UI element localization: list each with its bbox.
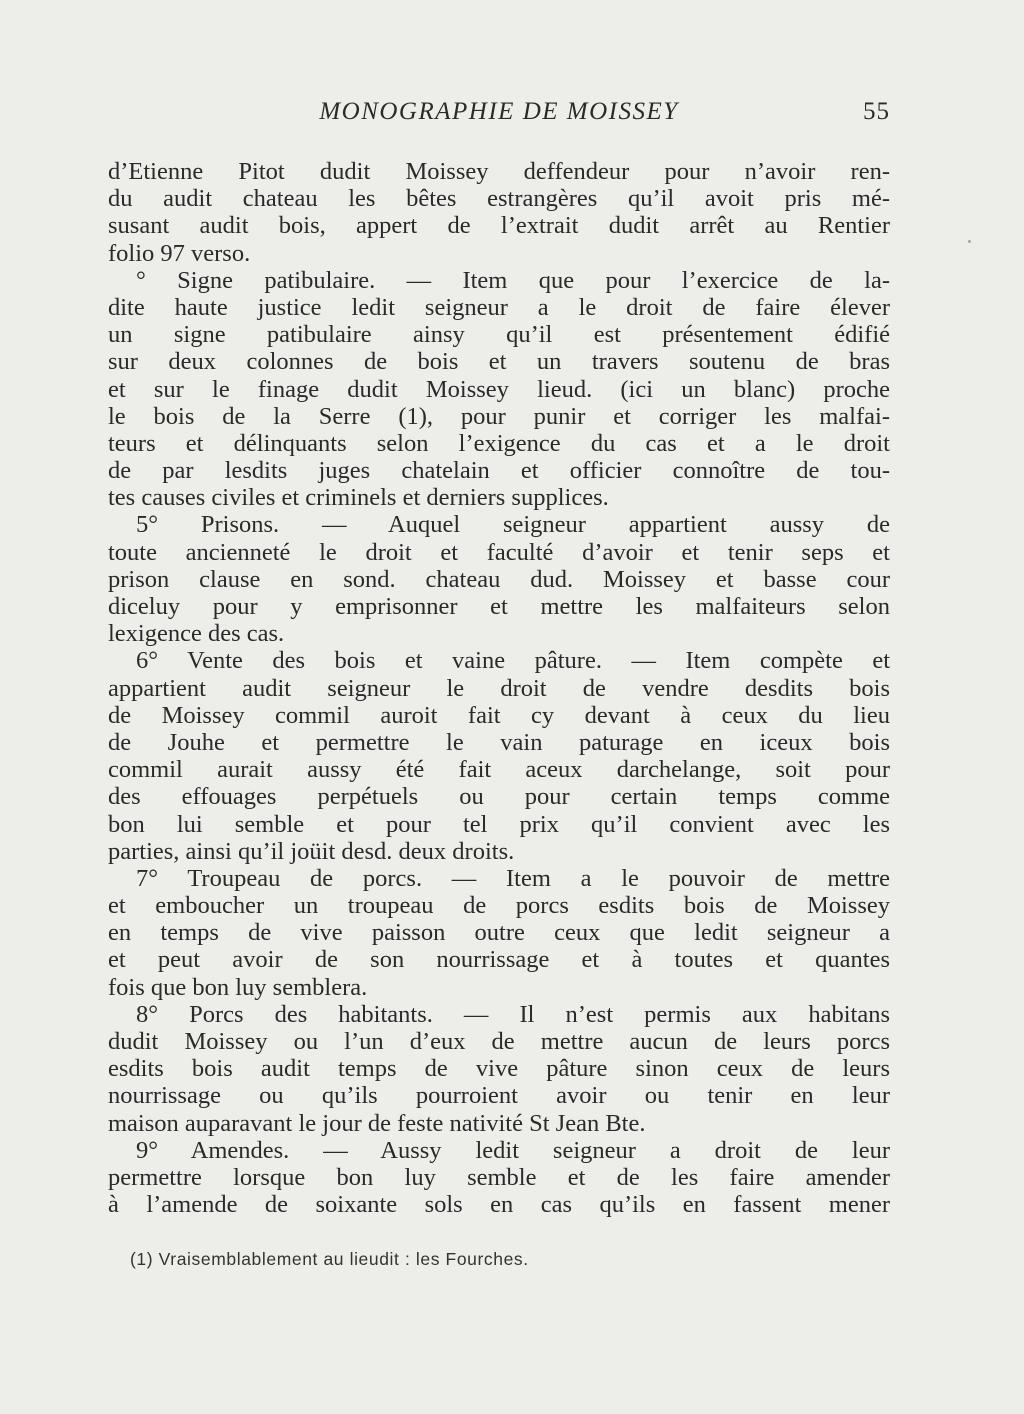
text-line: d’Etienne Pitot dudit Moissey deffendeur pour n’avoir ren- (108, 158, 890, 185)
section-heading-line: 6° Vente des bois et vaine pâture. — Item compète et (136, 647, 890, 675)
section-heading-line: 7° Troupeau de porcs. — Item a le pouvoir de mettre (136, 864, 890, 892)
body-text (108, 158, 890, 1218)
section-heading-line: ° Signe patibulaire. — Item que pour l’exercice de la- (136, 266, 890, 294)
text-line: de par lesdits juges chatelain et officier connoître de tou- (108, 457, 890, 485)
text-line: prison clause en sond. chateau dud. Moissey et basse cour (108, 565, 890, 593)
text-line: dudit Moissey ou l’un d’eux de mettre aucun de leurs porcs (108, 1028, 890, 1055)
text-line: bon lui semble et pour tel prix qu’il convient avec les (108, 810, 890, 838)
text-line: susant audit bois, appert de l’extrait dudit arrêt au Rentier (108, 212, 890, 240)
text-line: et emboucher un troupeau de porcs esdits bois de Moissey (108, 892, 890, 920)
text-line: tes causes civiles et criminels et derniers supplices. (108, 484, 609, 512)
text-line: lexigence des cas. (108, 620, 285, 648)
running-header (108, 98, 890, 132)
text-line: parties, ainsi qu’il joüit desd. deux droits. (108, 837, 515, 865)
text-line: permettre lorsque bon luy semble et de les faire amender (108, 1163, 890, 1191)
text-line: fois que bon luy semblera. (108, 973, 368, 1001)
text-line: et peut avoir de son nourrissage et à toutes et quantes (108, 946, 890, 974)
text-line: et sur le finage dudit Moissey lieud. (ici un blanc) proche (108, 375, 890, 403)
text-line: de Jouhe et permettre le vain paturage en iceux bois (108, 728, 890, 756)
text-line: dite haute justice ledit seigneur a le droit de faire élever (108, 293, 890, 321)
text-line: teurs et délinquants selon l’exigence du cas et a le droit (108, 429, 890, 457)
paper-speck (968, 240, 971, 243)
text-line: maison auparavant le jour de feste nativité St Jean Bte. (108, 1109, 646, 1137)
footnote: (1) Vraisemblablement au lieudit : les Fourches. (130, 1249, 529, 1269)
section-heading-line: 9° Amendes. — Aussy ledit seigneur a droit de leur (136, 1136, 890, 1164)
text-line: le bois de la Serre (1), pour punir et corriger les malfai- (108, 402, 890, 430)
text-line: de Moissey commil auroit fait cy devant à ceux du lieu (108, 701, 890, 729)
text-line: sur deux colonnes de bois et un travers soutenu de bras (108, 348, 890, 376)
text-line: nourrissage ou qu’ils pourroient avoir ou tenir en leur (108, 1082, 890, 1110)
text-line: toute ancienneté le droit et faculté d’avoir et tenir seps et (108, 538, 890, 566)
text-line: en temps de vive paisson outre ceux que ledit seigneur a (108, 919, 890, 947)
section-heading-line: 8° Porcs des habitants. — Il n’est permis aux habitans (136, 1000, 890, 1028)
text-line: un signe patibulaire ainsy qu’il est présentement édifié (108, 321, 890, 349)
text-line: diceluy pour y emprisonner et mettre les malfaiteurs selon (108, 593, 890, 620)
running-title: MONOGRAPHIE DE MOISSEY (319, 98, 679, 125)
text-line: à l’amende de soixante sols en cas qu’ils en fassent mener (108, 1191, 890, 1219)
text-line: du audit chateau les bêtes estrangères qu’il avoit pris mé- (108, 185, 890, 213)
page-number: 55 (863, 98, 890, 125)
text-line: commil aurait aussy été fait aceux darchelange, soit pour (108, 756, 890, 784)
section-heading-line: 5° Prisons. — Auquel seigneur appartient aussy de (136, 511, 890, 539)
text-line: appartient audit seigneur le droit de vendre desdits bois (108, 674, 890, 702)
text-line: folio 97 verso. (108, 239, 251, 267)
text-line: esdits bois audit temps de vive pâture sinon ceux de leurs (108, 1055, 890, 1083)
text-line: des effouages perpétuels ou pour certain temps comme (108, 783, 890, 811)
